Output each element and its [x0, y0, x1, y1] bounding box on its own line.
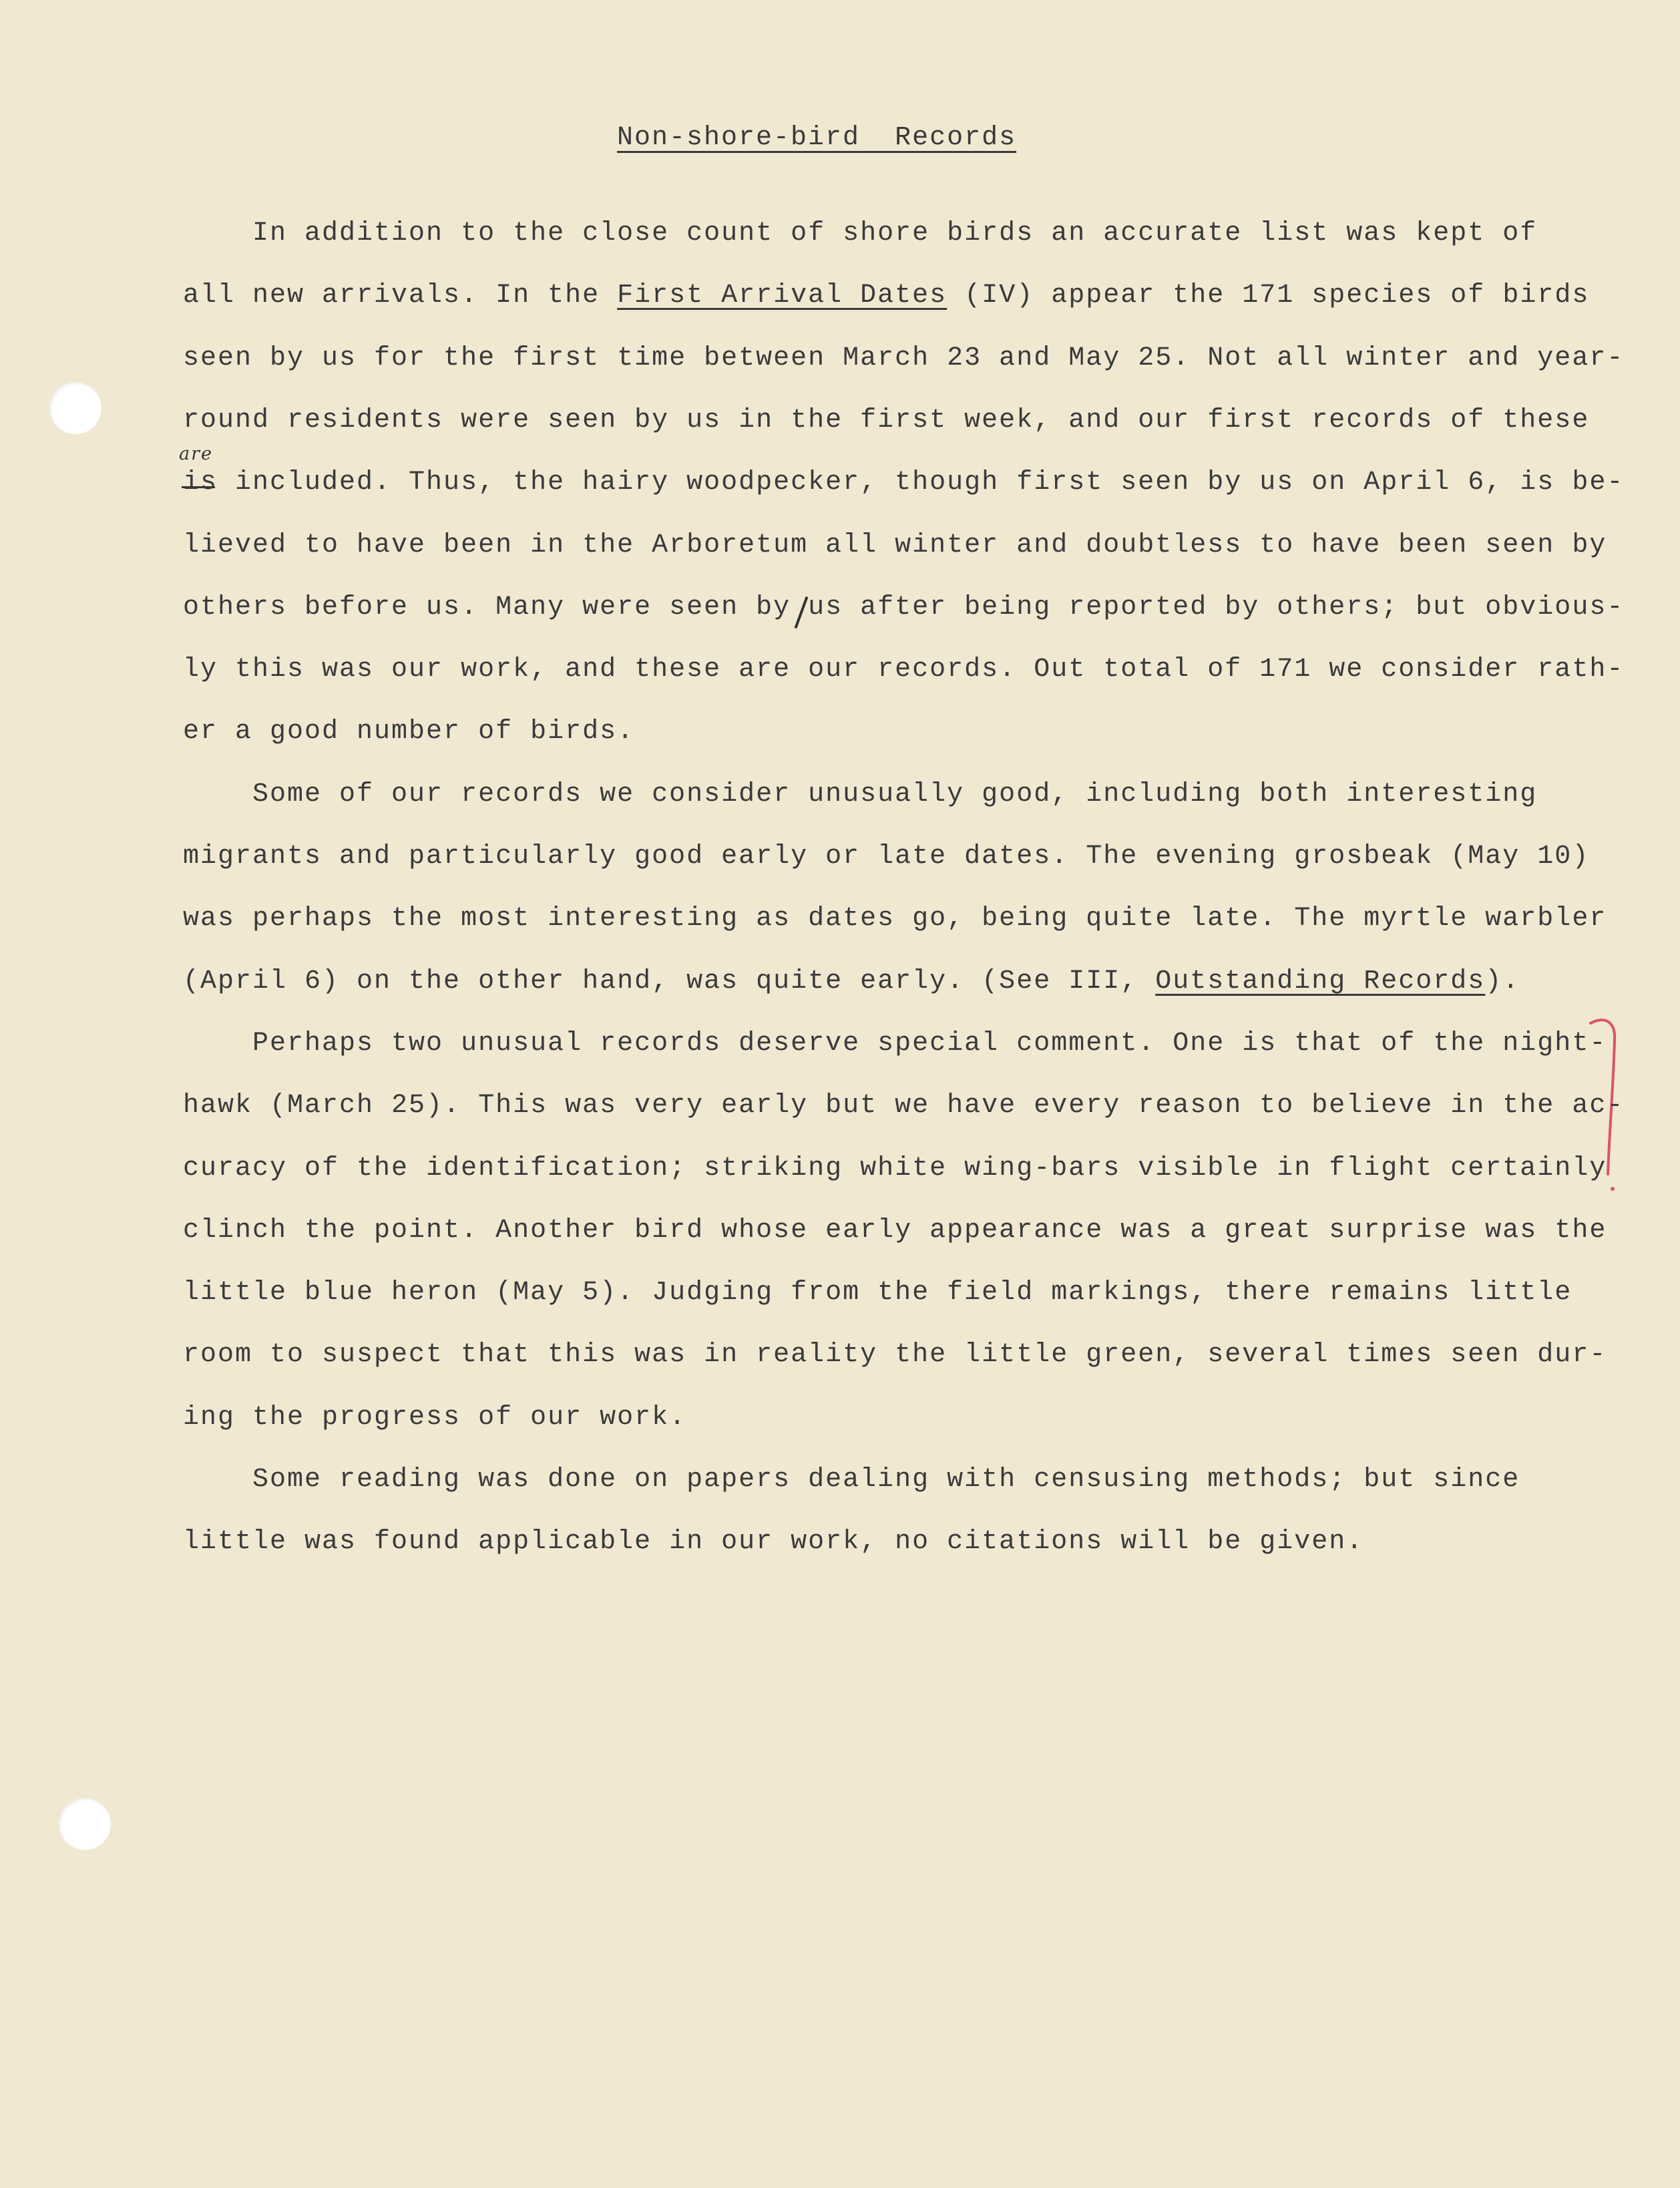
text-line	[183, 470, 1624, 496]
text-line	[183, 906, 1607, 932]
text-line	[183, 532, 1607, 559]
text-segment: room to suspect that this was in reality the little green, several times seen dur-	[183, 1340, 1607, 1370]
text-line	[183, 781, 1537, 808]
text-line	[183, 283, 1589, 309]
text-segment: clinch the point. Another bird whose early appearance was a great surprise was the	[183, 1216, 1607, 1246]
text-line	[183, 844, 1589, 870]
text-line	[183, 1155, 1607, 1182]
text-segment: ).	[1485, 966, 1520, 996]
text-line	[183, 594, 1624, 621]
text-segment: hawk (March 25). This was very early but we have every reason to believe in the ac-	[183, 1091, 1625, 1121]
text-segment: little blue heron (May 5). Judging from the field markings, there remains little	[183, 1278, 1572, 1308]
text-segment: curacy of the identification; striking white wing-bars visible in flight certainly	[183, 1153, 1607, 1183]
text-segment: ing the progress of our work.	[183, 1403, 687, 1433]
text-segment: all new arrivals. In the	[183, 281, 618, 311]
text-segment: Perhaps two unusual records deserve special comment. One is that of the night-	[183, 1029, 1607, 1059]
text-segment: lieved to have been in the Arboretum all winter and doubtless to have been seen by	[183, 530, 1607, 560]
text-segment: Some of our records we consider unusually good, including both interesting	[183, 779, 1538, 809]
handwritten-insertion: are	[179, 443, 213, 464]
text-line	[183, 220, 1537, 247]
text-line	[183, 1529, 1363, 1556]
text-segment: (IV) appear the 171 species of birds	[947, 281, 1590, 311]
punch-hole	[49, 382, 101, 434]
text-line	[183, 1218, 1607, 1244]
text-line	[183, 407, 1589, 434]
text-segment: (April 6) on the other hand, was quite early. (See III,	[183, 966, 1156, 996]
underlined-text: First Arrival Dates	[617, 281, 948, 311]
text-line	[183, 657, 1624, 683]
text-line	[183, 1031, 1607, 1057]
text-segment: round residents were seen by us in the first week, and our first records of these	[183, 405, 1590, 435]
text-segment: In addition to the close count of shore birds an accurate list was kept of	[183, 218, 1538, 248]
text-segment: others before us. Many were seen by us after being reported by others; but obvious-	[183, 592, 1625, 622]
text-segment: ly this was our work, and these are our records. Out total of 171 we consider rath-	[183, 655, 1625, 685]
text-line	[183, 345, 1624, 372]
text-line	[183, 1093, 1624, 1119]
text-line	[183, 968, 1520, 995]
text-segment: is included. Thus, the hairy woodpecker, though first seen by us on April 6, is be-	[183, 468, 1625, 498]
text-line	[183, 719, 634, 745]
text-line	[183, 1467, 1520, 1493]
text-line	[183, 1342, 1607, 1369]
text-segment: Some reading was done on papers dealing with censusing methods; but since	[183, 1465, 1520, 1495]
text-segment: seen by us for the first time between March 23 and May 25. Not all winter and year-	[183, 343, 1625, 373]
text-segment: little was found applicable in our work, no citations will be given.	[183, 1527, 1364, 1557]
text-segment: was perhaps the most interesting as dates go, being quite late. The myrtle warbler	[183, 904, 1607, 934]
text-segment: migrants and particularly good early or late dates. The evening grosbeak (May 10)	[183, 842, 1590, 872]
text-segment: er a good number of birds.	[183, 717, 635, 747]
punch-hole	[59, 1798, 111, 1850]
text-line	[183, 1280, 1572, 1306]
page-title: Non-shore-bird Records	[617, 123, 1017, 153]
underlined-text: Outstanding Records	[1155, 966, 1486, 996]
text-line	[183, 1405, 686, 1431]
